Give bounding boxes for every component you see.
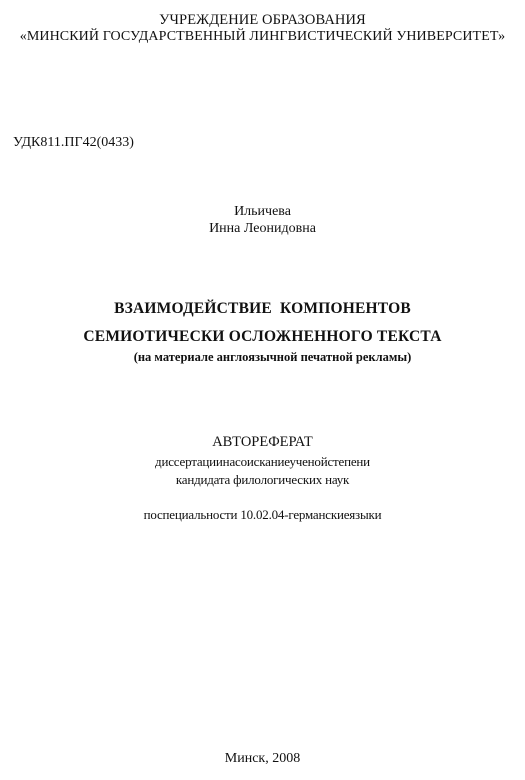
author-surname: Ильичева xyxy=(234,204,291,219)
title-line-1: ВЗАИМОДЕЙСТВИЕ КОМПОНЕНТОВ xyxy=(114,300,411,317)
title-line-2: СЕМИОТИЧЕСКИ ОСЛОЖНЕННОГО ТЕКСТА xyxy=(83,328,442,345)
university-name: «МИНСКИЙ ГОСУДАРСТВЕННЫЙ ЛИНГВИСТИЧЕСКИЙ УНИВЕРСИТЕТ» xyxy=(19,29,506,44)
degree-line-1: диссертациинасоисканиеученойстепени xyxy=(155,454,370,469)
document-genre: АВТОРЕФЕРАТ xyxy=(212,434,313,450)
degree-line-2: кандидата филологических наук xyxy=(175,472,350,487)
place-year: Минск, 2008 xyxy=(224,751,301,766)
author-name: Инна Леонидовна xyxy=(209,221,316,236)
specialty-line: поспециальности 10.02.04-германскиеязыки xyxy=(143,507,382,522)
institution-type: УЧРЕЖДЕНИЕ ОБРАЗОВАНИЯ xyxy=(159,12,366,28)
title-subtitle: (на материале англоязычной печатной рекламы) xyxy=(133,350,412,364)
udc-code: УДК811.ПГ42(0433) xyxy=(13,135,134,150)
